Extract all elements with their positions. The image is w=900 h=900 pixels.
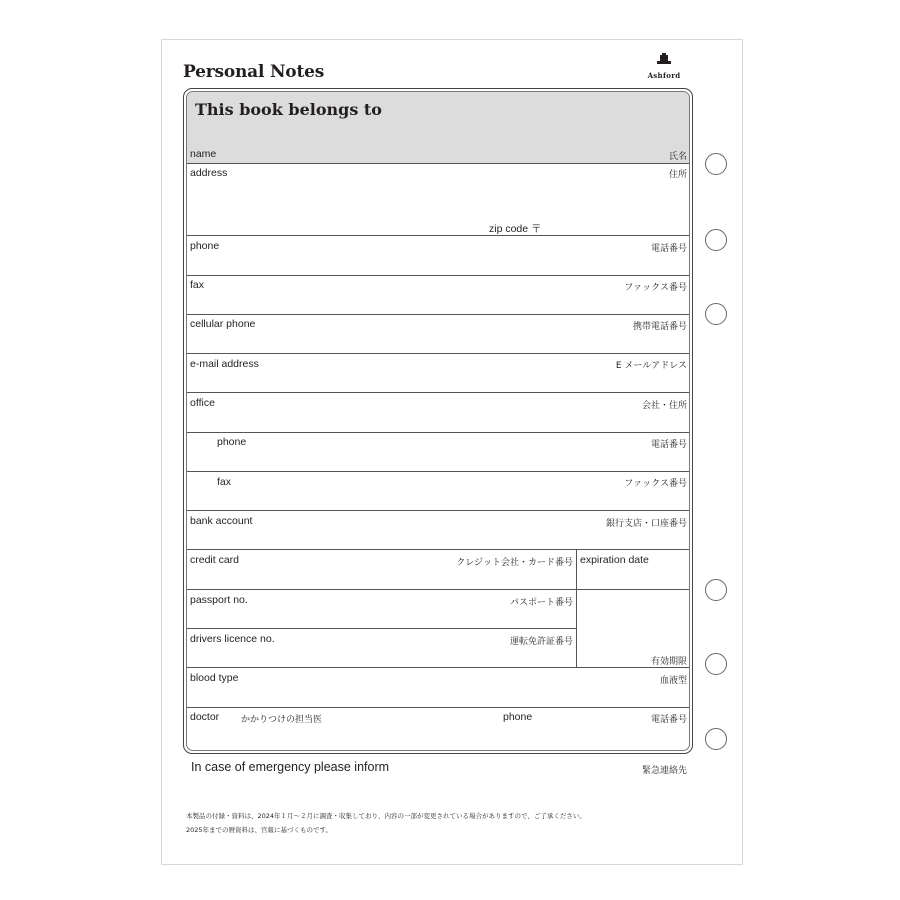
doctor-phone-label-jp: 電話番号	[650, 715, 687, 725]
phone-label: phone	[190, 240, 220, 252]
row-divider	[187, 589, 689, 590]
license-label-jp: 運転免許証番号	[509, 637, 573, 647]
credit-card-label-jp: クレジット会社・カード番号	[456, 558, 573, 568]
row-divider	[187, 549, 689, 550]
footnote-line-1: 本製品の付録・資料は、2024年１月～２月に調査・収集しており、内容の一部が変更されている場合がありますので、ご了承ください。	[186, 812, 586, 820]
binder-hole	[705, 303, 727, 325]
blood-type-label: blood type	[190, 672, 239, 684]
row-divider	[187, 510, 689, 511]
expiration-label-jp: 有効期限	[650, 657, 687, 667]
name-label: name	[190, 148, 217, 160]
fax-label-jp: ファックス番号	[624, 283, 687, 293]
row-divider	[187, 392, 689, 393]
brand-logo	[638, 53, 690, 80]
blood-type-label-jp: 血液型	[659, 676, 687, 686]
fax-label: fax	[190, 279, 205, 291]
footnote-line-2: 2025年までの暦資料は、官報に基づくものです。	[186, 826, 333, 834]
row-divider	[187, 275, 689, 276]
row-divider	[187, 235, 689, 236]
page-title: Personal Notes	[183, 62, 325, 82]
email-label-jp: E メールアドレス	[615, 361, 687, 371]
bank-label-jp: 銀行支店・口座番号	[605, 519, 687, 529]
form-body	[186, 91, 690, 751]
address-label-jp: 住所	[668, 170, 687, 180]
binder-hole	[705, 153, 727, 175]
row-divider	[187, 353, 689, 354]
doctor-phone-label: phone	[503, 711, 533, 723]
row-divider	[187, 314, 689, 315]
brand-name: Ashford	[647, 71, 681, 80]
form-heading: This book belongs to	[195, 100, 382, 119]
hat-logo-icon	[657, 53, 671, 65]
binder-hole	[705, 579, 727, 601]
license-label: drivers licence no.	[190, 633, 275, 645]
name-label-jp: 氏名	[668, 152, 687, 162]
phone-label-jp: 電話番号	[650, 244, 687, 254]
row-divider	[187, 667, 689, 668]
office-phone-label-jp: 電話番号	[650, 440, 687, 450]
row-divider	[187, 707, 689, 708]
row-divider	[187, 628, 576, 629]
email-label: e-mail address	[190, 358, 259, 370]
office-phone-label: phone	[217, 436, 247, 448]
expiration-label: expiration date	[580, 554, 649, 566]
row-divider	[187, 471, 689, 472]
office-fax-label: fax	[217, 476, 232, 488]
binder-hole	[705, 229, 727, 251]
office-fax-label-jp: ファックス番号	[624, 479, 687, 489]
column-divider	[576, 549, 577, 667]
zip-code-label: zip code 〒	[489, 223, 542, 235]
doctor-label: doctor	[190, 711, 220, 723]
doctor-label-jp: かかりつけの担当医	[241, 715, 323, 725]
office-label-jp: 会社・住所	[641, 401, 687, 411]
emergency-label-jp: 緊急連絡先	[641, 766, 687, 776]
passport-label-jp: パスポート番号	[509, 598, 573, 608]
credit-card-label: credit card	[190, 554, 240, 566]
emergency-label: In case of emergency please inform	[191, 760, 390, 774]
cellular-label-jp: 携帯電話番号	[632, 322, 687, 332]
bank-label: bank account	[190, 515, 253, 527]
office-label: office	[190, 397, 215, 409]
row-divider	[187, 432, 689, 433]
row-divider	[187, 163, 689, 164]
passport-label: passport no.	[190, 594, 248, 606]
cellular-label: cellular phone	[190, 318, 256, 330]
address-label: address	[190, 167, 228, 179]
binder-hole	[705, 653, 727, 675]
binder-hole	[705, 728, 727, 750]
